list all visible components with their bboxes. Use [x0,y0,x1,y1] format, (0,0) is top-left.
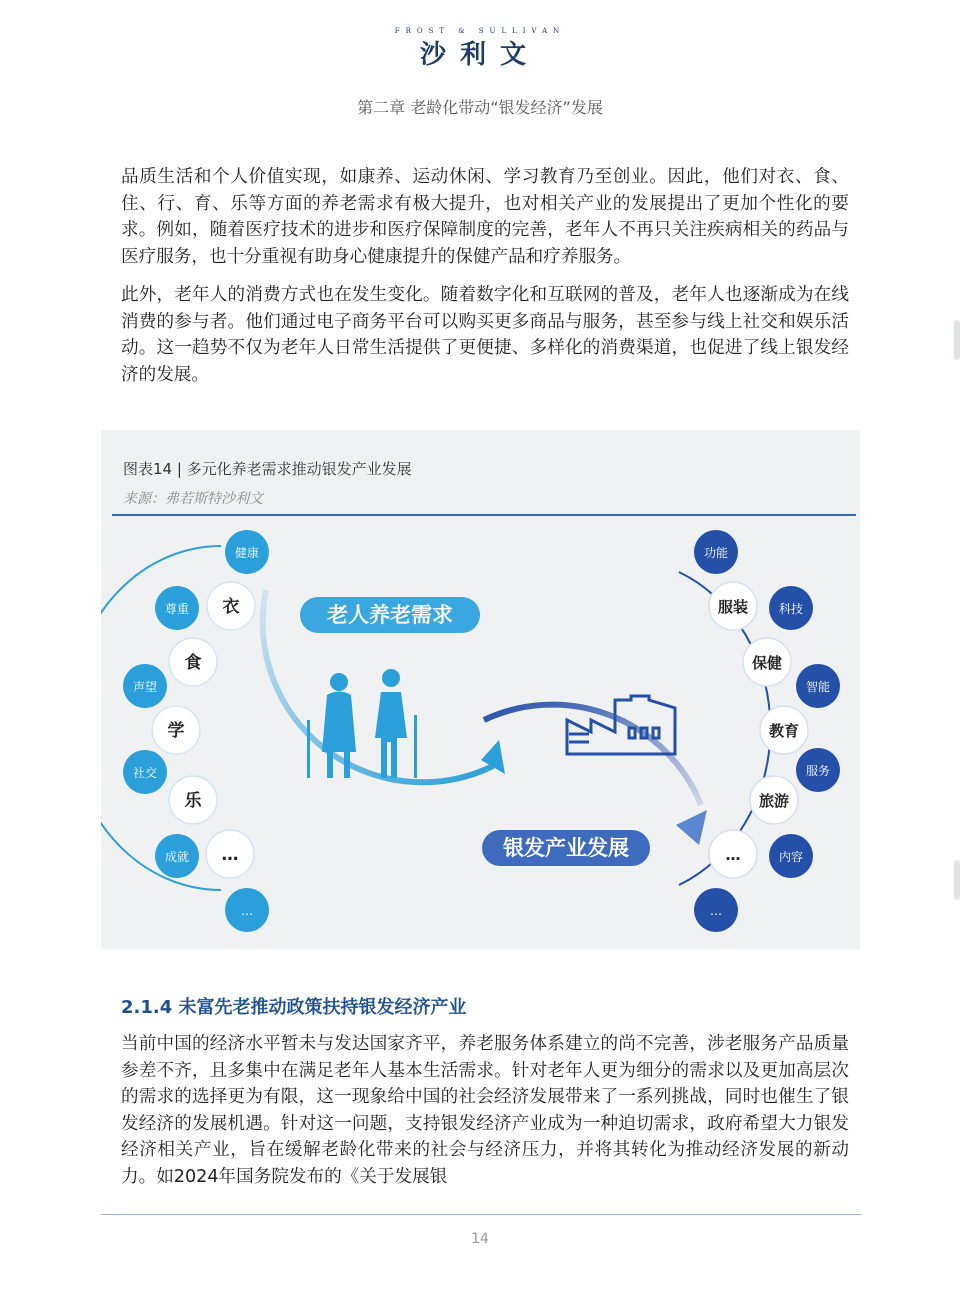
need-bubble-text: 食 [184,653,202,673]
figure-source: 来源：弗若斯特沙利文 [123,491,263,507]
value-bubble-text: 健康 [234,546,260,560]
section-heading: 2.1.4 未富先老推动政策扶持银发经济产业 [121,997,467,1018]
value-bubble-text: … [241,904,253,918]
feature-bubble-text: 功能 [703,546,729,560]
logo-chinese: 沙利文 [419,40,540,70]
paragraph-1: 品质生活和个人价值实现，如康养、运动休闲、学习教育乃至创业。因此，他们对衣、食、住、行、育、乐等方面的养老需求有极大提升，也对相关产业的发展提出了更加个性化的要求。例如，随着医疗技术的进步和医疗保障制度的完善，老年人不再只关注疾病相关的药品与医疗服务，也十分重视有助身心健康提升的保健产品和疗养服务。 [121,167,849,267]
need-bubble-text: … [221,845,239,865]
edge-mark [954,320,960,360]
edge-mark [954,860,960,900]
product-bubble-text: 服装 [717,598,749,616]
feature-bubble-text: 服务 [805,764,831,778]
page-number: 14 [471,1231,489,1247]
feature-bubble-text: 内容 [778,850,804,864]
footer-divider [101,1214,861,1215]
elderly-couple-icon [307,669,417,778]
value-bubble-text: 成就 [164,850,190,864]
need-bubble-text: 衣 [222,597,240,617]
silver-economy-diagram [101,520,860,945]
logo-english: FROST & SULLIVAN [394,27,566,35]
product-bubble-text: 旅游 [758,792,790,810]
feature-bubble-text: 科技 [778,602,804,616]
product-bubble-text: 教育 [768,722,800,740]
product-bubble-text: 保健 [751,654,783,672]
feature-bubble-text: … [710,904,722,918]
need-bubble-text: 学 [167,721,185,741]
paragraph-2: 此外，老年人的消费方式也在发生变化。随着数字化和互联网的普及，老年人也逐渐成为在线消费的参与者。他们通过电子商务平台可以购买更多商品与服务，甚至参与线上社交和娱乐活动。这一趋势不仅为老年人日常生活提供了更便捷、多样化的消费渠道，也促进了线上银发经济的发展。 [121,285,849,385]
need-bubble-text: 乐 [184,791,202,811]
figure-title: 图表14 | 多元化养老需求推动银发产业发展 [123,460,412,478]
section-paragraph: 当前中国的经济水平暂未与发达国家齐平，养老服务体系建立的尚不完善，涉老服务产品质量参差不齐，且多集中在满足老年人基本生活需求。针对老年人更为细分的需求以及更加高层次的需求的选择更为有限，这一现象给中国的社会经济发展带来了一系列挑战，同时也催生了银发经济的发展机遇。针对这一问题，支持银发经济产业成为一种迫切需求，政府希望大力银发经济相关产业，旨在缓解老龄化带来的社会与经济压力，并将其转化为推动经济发展的新动力。如2024年国务院发布的《关于发展银 [121,1034,849,1187]
demand-label-text: 老人养老需求 [327,603,453,627]
feature-bubble-text: 智能 [805,680,831,694]
product-bubble-text: … [725,846,741,864]
value-bubble-text: 尊重 [164,602,190,616]
value-bubble-text: 声望 [132,680,158,694]
industry-label-text: 银发产业发展 [503,836,629,860]
figure-divider [112,514,856,516]
chapter-title: 第二章 老龄化带动“银发经济”发展 [357,98,603,117]
value-bubble-text: 社交 [132,766,158,780]
industry-arrow-head-icon [676,810,707,845]
